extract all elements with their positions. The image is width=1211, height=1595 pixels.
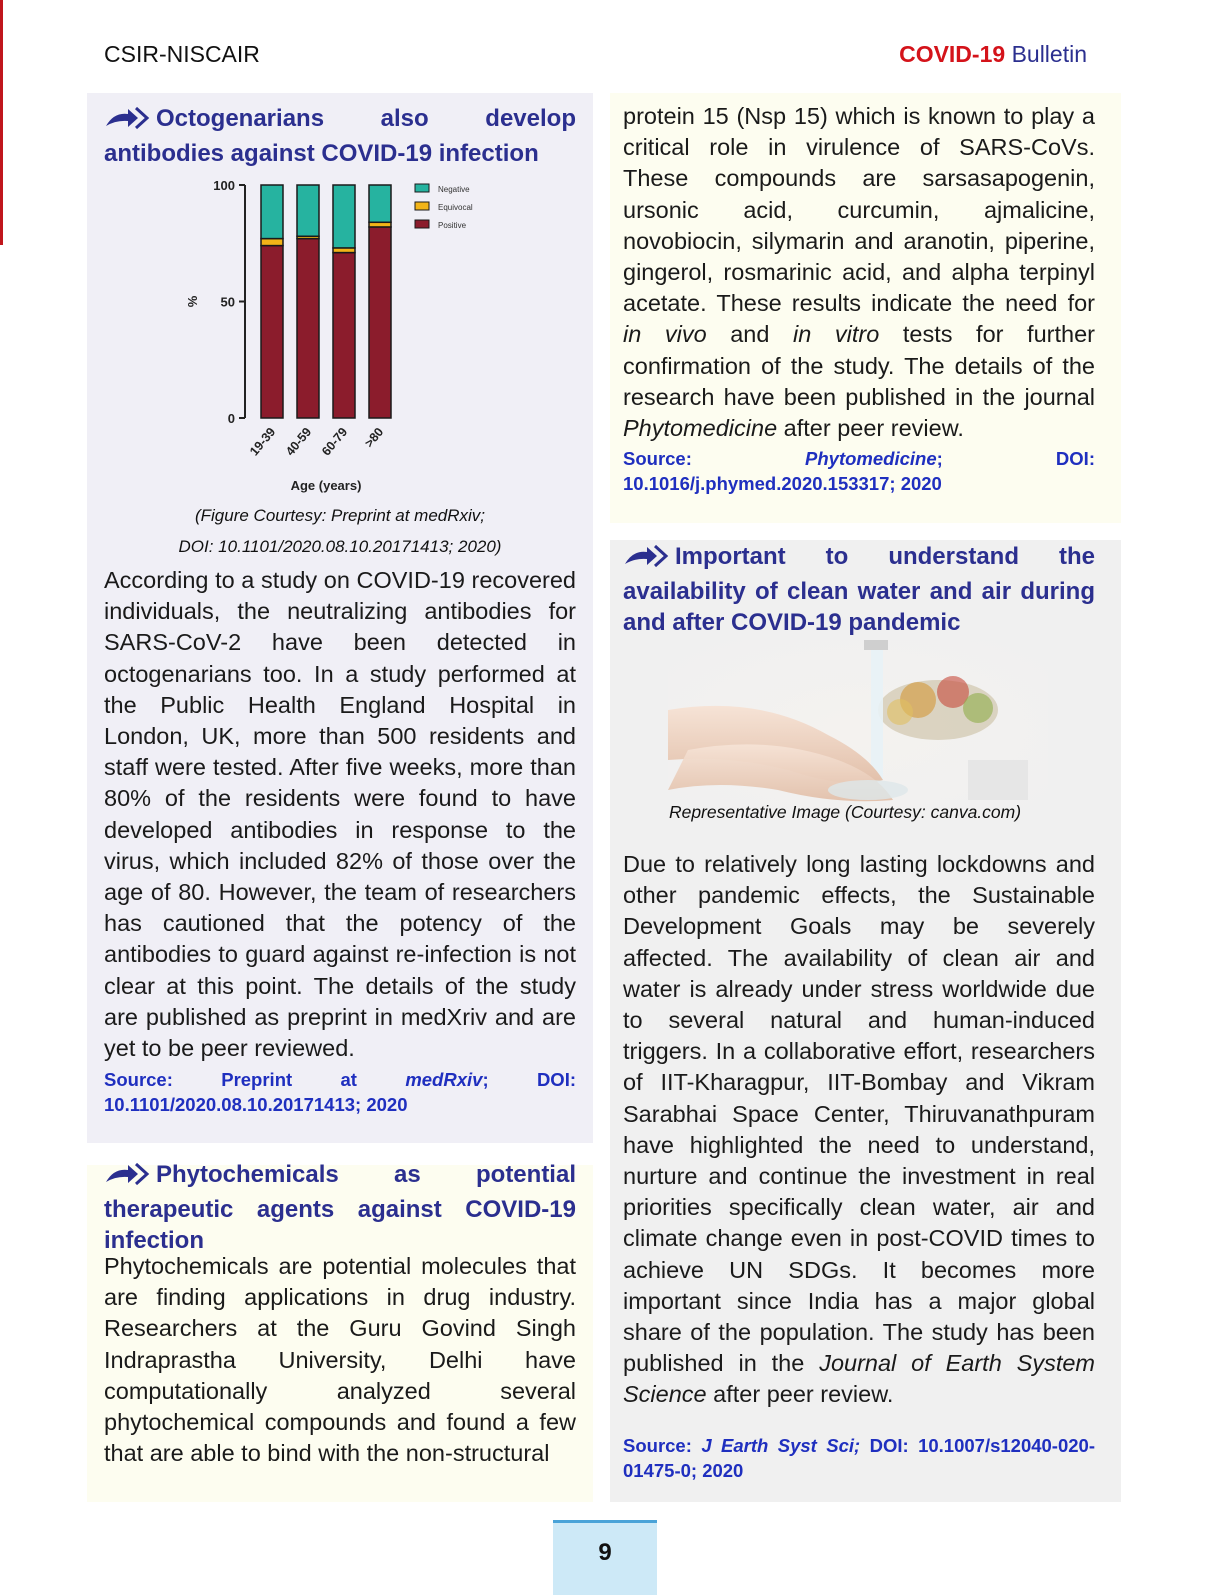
article-body-continued: protein 15 (Nsp 15) which is known to play a critical role in virulence of SARS-CoVs. These compounds are sarsasapogenin, ursonic acid, curcumin, ajmalicine, novobiocin, silymarin and aranotin, piperine, gingerol, rosmarinic acid, and alpha terpinyl acetate. These results indicate the need for in vivo and in vitro tests for further confirmation of the study. The details of the research have been published in the journal Phytomedicine after peer review. bbox=[623, 103, 1095, 442]
bar-positive bbox=[369, 227, 391, 418]
arrow-icon bbox=[623, 544, 669, 576]
x-tick-label: >80 bbox=[361, 424, 387, 451]
header-title bbox=[899, 41, 1087, 68]
bar-equivocal bbox=[261, 239, 283, 246]
page-edge-bar bbox=[0, 0, 3, 245]
y-tick-label: 0 bbox=[227, 411, 235, 426]
header-brand: COVID-19 bbox=[899, 41, 1006, 67]
article-body: Due to relatively long lasting lockdowns and other pandemic effects, the Sustainable Development Goals may be severely affected. The availability of clean air and water is already under stress worldwide due to several natural and human-induced triggers. In a collaborative effort, researchers of IIT-Kharagpur, IIT-Bombay and Vikram Sarabhai Space Center, Thiruvanathpuram have highlighted the need to understand, nurture and continue the investment in real priorities specifically clean water, air and climate change even in post-COVID times to achieve UN SDGs. It becomes more important since India has a major global share of the population. The study has been published in the Journal of Earth System Science after peer review. bbox=[623, 851, 1095, 1408]
article-title: Octogenarians also develop antibodies against COVID-19 infection bbox=[104, 105, 576, 167]
article-title: Phytochemicals as potential therapeutic agents against COVID-19 infection bbox=[104, 1161, 576, 1254]
page-number: 9 bbox=[598, 1539, 612, 1566]
x-tick-label: 60-79 bbox=[319, 424, 351, 459]
y-axis-label: % bbox=[185, 295, 200, 308]
x-tick-label: 19-39 bbox=[247, 424, 279, 459]
bar-negative bbox=[333, 185, 355, 248]
arrow-icon bbox=[104, 1162, 150, 1194]
article-body: According to a study on COVID-19 recovered individuals, the neutralizing antibodies for SARS-CoV-2 have been detected in octogenarians too. In a study performed at the Public Health England Hospital in London, UK, more than 500 residents and staff were tested. After five weeks, more than 80% of the residents were found to have developed antibodies in response to the virus, which included 82% of those over the age of 80. However, the team of researchers has cautioned that the potency of the antibodies to guard against re-infection is not clear at this point. The details of the study are published as preprint in medXriv and are yet to be peer reviewed. bbox=[104, 567, 576, 1062]
figure-caption-line1: (Figure Courtesy: Preprint at medRxiv; bbox=[194, 506, 486, 525]
bar-positive bbox=[261, 246, 283, 418]
legend-label: Equivocal bbox=[438, 203, 473, 212]
article-source: Source: Phytomedicine; DOI: 10.1016/j.phymed.2020.153317; 2020 bbox=[623, 448, 1095, 494]
hand-washing-photo bbox=[668, 640, 1048, 820]
bar-positive bbox=[333, 253, 355, 418]
y-tick-label: 100 bbox=[213, 178, 235, 193]
bar-positive bbox=[297, 239, 319, 418]
legend-label: Positive bbox=[438, 221, 467, 230]
header-publisher: CSIR-NISCAIR bbox=[104, 41, 260, 67]
bar-negative bbox=[297, 185, 319, 236]
article-source: Source: J Earth Syst Sci; DOI: 10.1007/s12040-020-01475-0; 2020 bbox=[623, 1435, 1095, 1481]
legend-swatch bbox=[415, 184, 429, 192]
arrow-icon bbox=[104, 106, 150, 138]
article-body: Phytochemicals are potential molecules that are finding applications in drug industry. Researchers at the Guru Govind Singh Indraprastha University, Delhi have computationally analyzed several phytochemical compounds and found a few that are able to bind with the non-structural bbox=[104, 1253, 576, 1467]
figure-caption-line2: DOI: 10.1101/2020.08.10.20171413; 2020) bbox=[178, 537, 502, 556]
y-tick-label: 50 bbox=[220, 294, 235, 310]
x-axis-label: Age (years) bbox=[290, 478, 362, 493]
legend-label: Negative bbox=[438, 185, 470, 194]
x-tick-label: 40-59 bbox=[283, 424, 315, 459]
legend-swatch bbox=[415, 202, 429, 210]
article-title: Important to understand the availability of clean water and air during and after COVID-19 pandemic bbox=[623, 543, 1095, 636]
header-bulletin: Bulletin bbox=[1011, 41, 1087, 67]
bar-negative bbox=[261, 185, 283, 239]
page-number-box bbox=[553, 1520, 657, 1595]
article-source: Source: Preprint at medRxiv; DOI: 10.1101/2020.08.10.20171413; 2020 bbox=[104, 1069, 576, 1115]
image-caption: Representative Image (Courtesy: canva.com) bbox=[668, 802, 1022, 822]
antibody-bar-chart bbox=[170, 170, 510, 510]
legend-swatch bbox=[415, 220, 429, 228]
bar-negative bbox=[369, 185, 391, 222]
